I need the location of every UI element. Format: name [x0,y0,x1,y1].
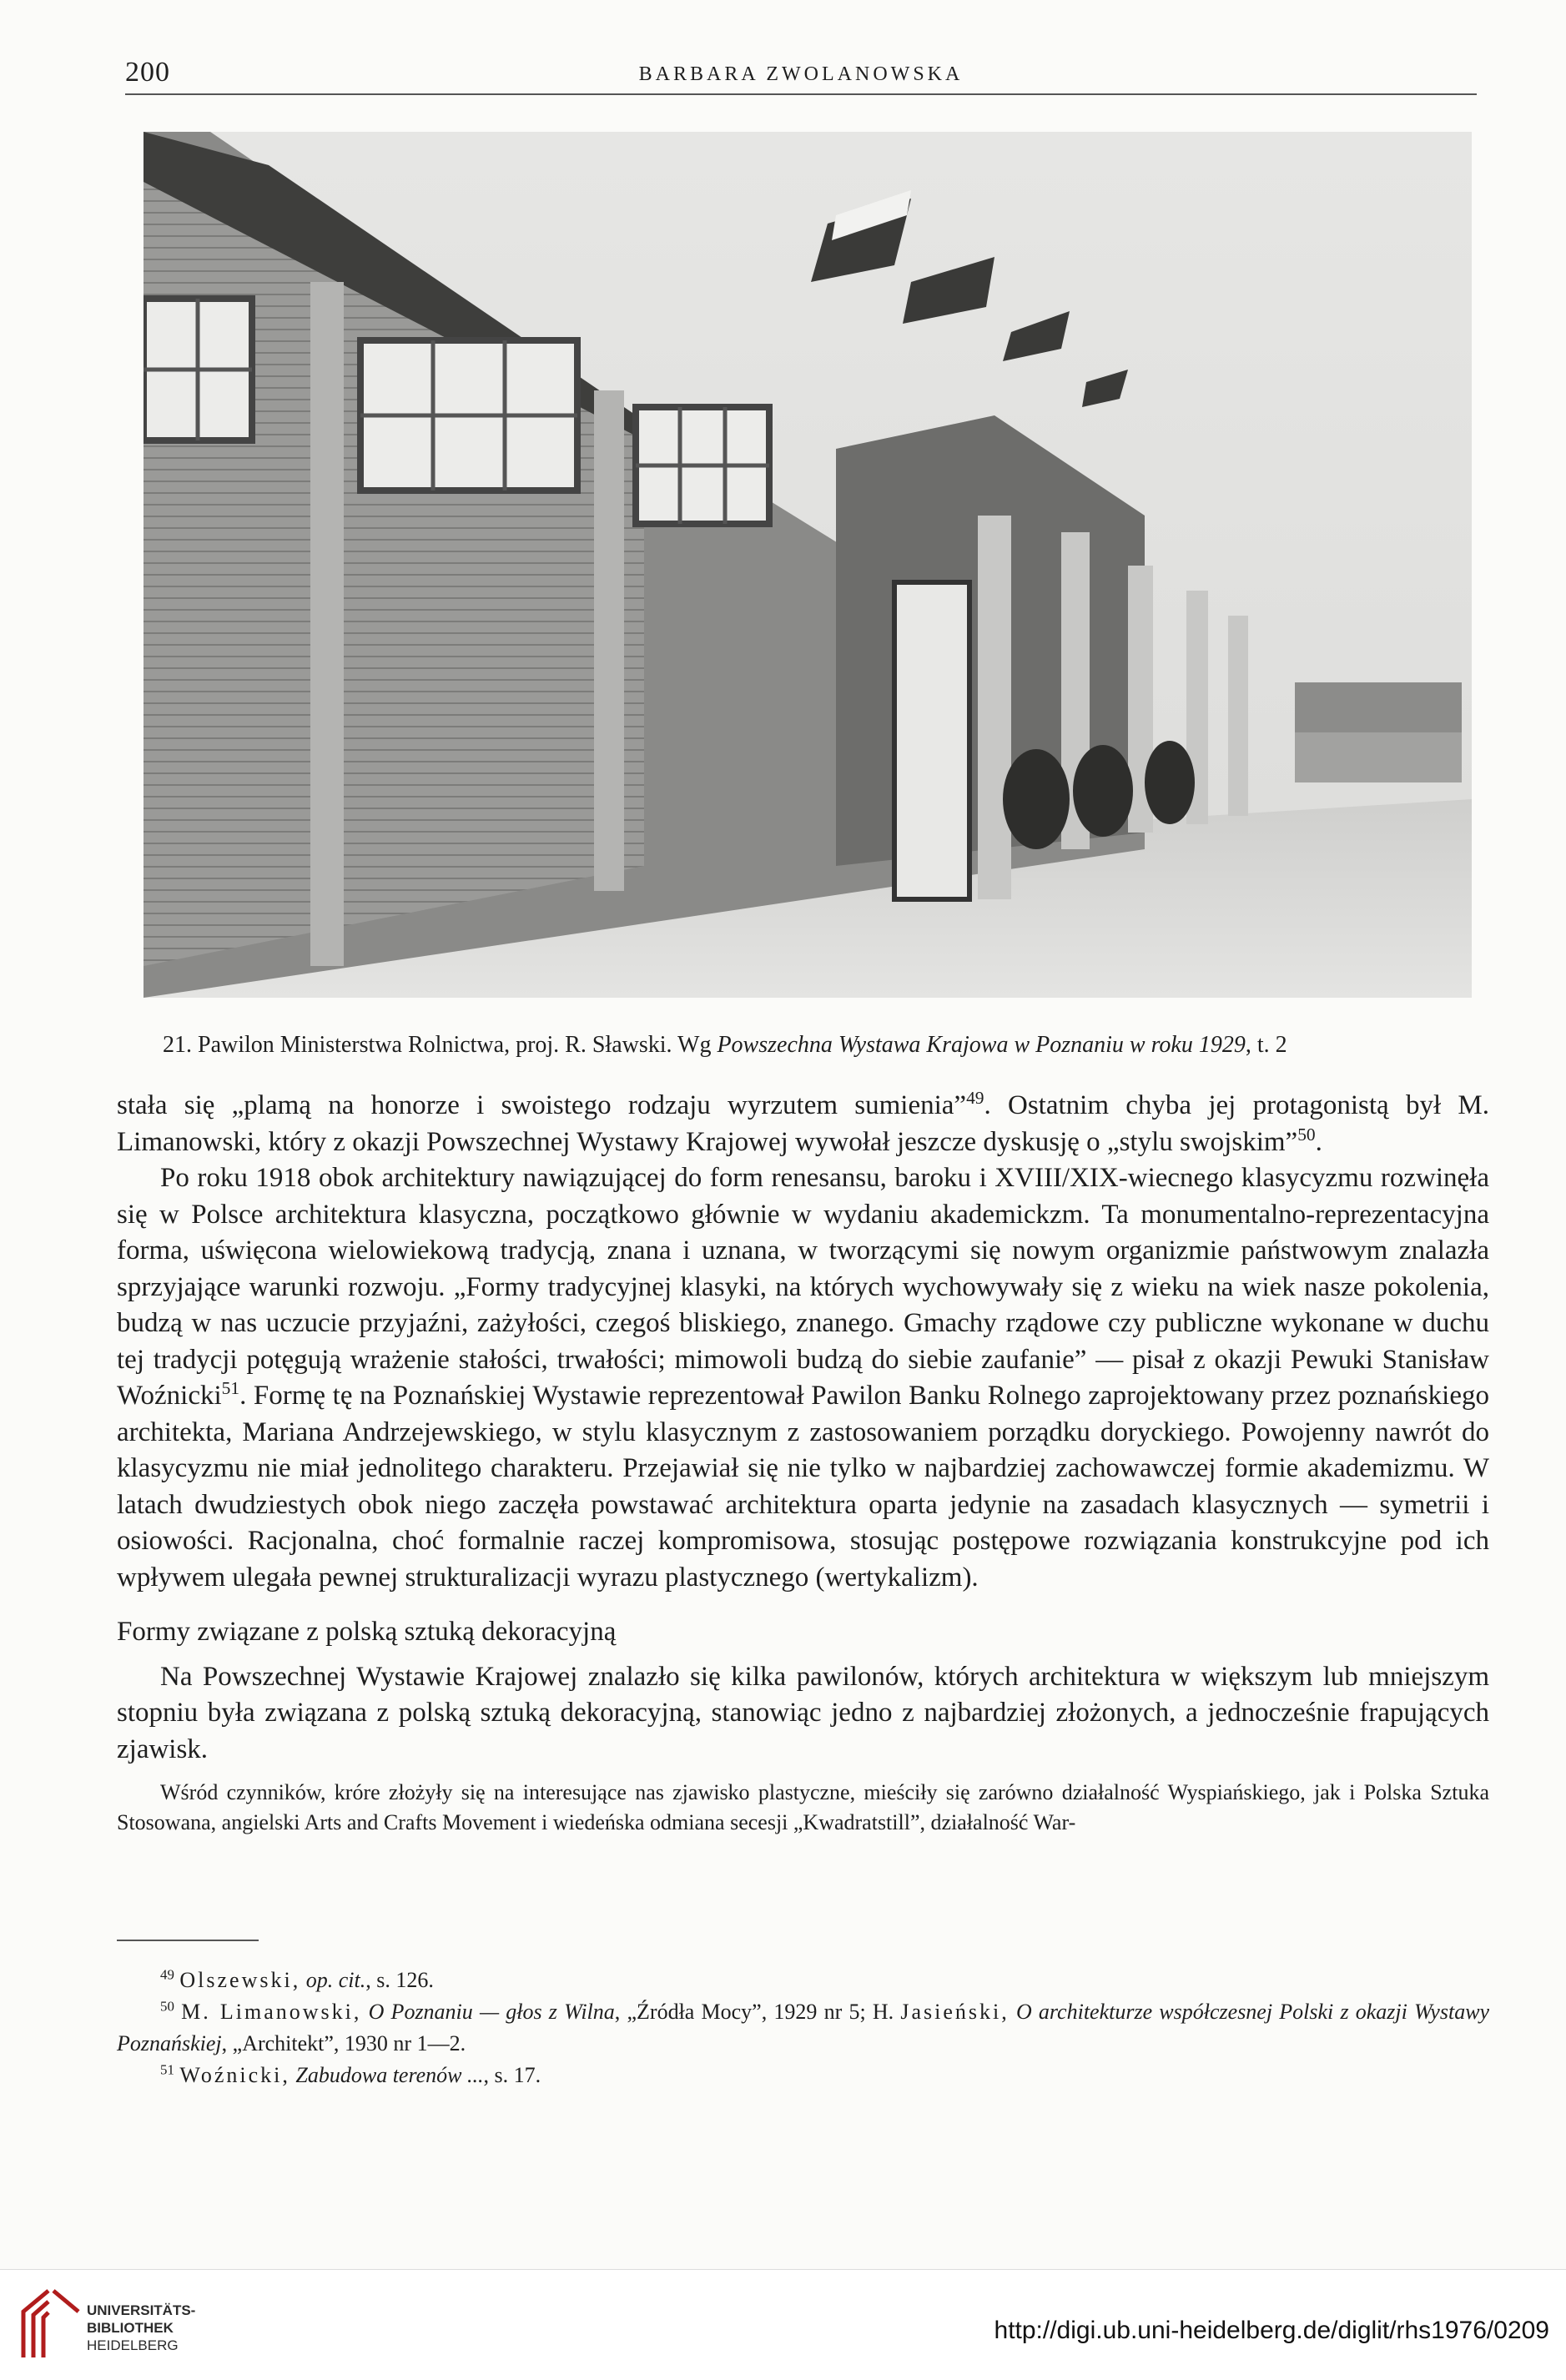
footnote-ref-51: 51 [221,1378,240,1398]
footnote-49-page: , s. 126. [365,1968,434,1992]
paragraph-1-text-b: . Ostatnim chyba jej protagonistą był M. Limanowski, który z okazji Powszechnej Wystawy Krajowej wywołał jeszcze dyskusję o „stylu swojskim” [117,1090,1489,1157]
page-header [125,52,1477,95]
footnote-50-number: 50 [160,1998,174,2015]
library-name [87,2302,195,2354]
footnote-50-source-2: , „Architekt”, 1930 nr 1—2. [221,2031,466,2055]
paragraph-2-text-b: . Formę tę na Poznańskiej Wystawie reprezentował Pawilon Banku Rolnego zaprojektowany przez poznańskiego architekta, Mariana Andrzejewskiego, w stylu klasycznym z zastosowaniem porządku doryckiego. Powojenny nawrót do klasycyzmu nie miał jednolitego charakteru. Przejawiał się nie tylko w najbardziej zachowawczej formie akademizmu. W latach dwudziestych obok niego zaczęła powstawać architektura oparta jedynie na zasadach klasycznych — symetrii i osiowości. Racjonalna, choć formalnie raczej kompromisowa, stosując postępowe rozwiązania konstrukcyjne pod ich wpływem ulegała pewnej strukturalizacji wyrazu plastycznego (wertykalizm). [117,1381,1489,1593]
footnote-50-title-2: O architekturze współczesnej Polski z okazji Wystawy Poznańskiej [117,2000,1490,2055]
permalink-url[interactable]: http://digi.ub.uni-heidelberg.de/diglit/rhs1976/0209 [994,2317,1549,2344]
paragraph-1-text-a: stała się „plamą na honorze i swoistego rodzaju wyrzutem sumienia” [117,1090,967,1120]
footnote-49-number: 49 [160,1966,174,1983]
footnote-49-author: Olszewski, [179,1968,301,1992]
paragraph-3: Na Powszechnej Wystawie Krajowej znalazło się kilka pawilonów, których architektura w większym lub mniejszym stopniu była związana z polską sztuką dekoracyjną, stanowiąc jedno z najbardziej złożonych, a jednocześnie frapujących zjawisk. [117,1661,1489,1764]
paragraph-1-text-c: . [1315,1126,1322,1157]
library-name-line-1: UNIVERSITÄTS- [87,2302,196,2318]
footnote-49-title: op. cit. [305,1968,366,1992]
caption-volume: , t. 2 [1245,1032,1287,1058]
footnote-51-title: Zabudowa terenów ... [295,2063,484,2087]
caption-text: 21. Pawilon Ministerstwa Rolnictwa, proj. R. Sławski. Wg [163,1032,718,1058]
library-name-line-2: BIBLIOTHEK [87,2320,174,2336]
footnote-50-author-2: Jasieński, [900,2000,1010,2024]
footnote-49 [117,1965,1489,1996]
section-heading: Formy związane z polską sztuką dekoracyjną [117,1617,617,1647]
footnotes [117,1965,1489,2091]
footnote-51-page: , s. 17. [483,2063,541,2087]
page-number: 200 [125,57,170,88]
footnote-50-source: , „Źródła Mocy”, 1929 nr 5; H. [614,2000,894,2024]
pavilion-photograph [144,132,1472,998]
footnote-51-author: Woźnicki, [179,2063,290,2087]
figure-caption [163,1029,1464,1062]
library-name-line-3: HEIDELBERG [87,2337,179,2353]
footnote-50-title: O Poznaniu — głos z Wilna [368,2000,615,2024]
library-footer [0,2269,1566,2380]
running-head: BARBARA ZWOLANOWSKA [638,63,964,85]
paragraph-1 [117,1088,1489,1160]
pavilion-photo-drawing [144,132,1472,998]
footnote-ref-49: 49 [966,1088,984,1108]
footnote-divider [117,1940,259,1941]
paragraph-2 [117,1160,1489,1596]
footnote-51-number: 51 [160,2061,174,2078]
paragraph-4: Wśród czynników, króre złożyły się na interesujące nas zjawisko plastyczne, mieściły się zarówno działalność Wyspiańskiego, jak i Polska Sztuka Stosowana, angielski Arts and Crafts Movement i wiedeńska odmiana secesji „Kwadratstill”, działalność War- [117,1780,1489,1834]
footnote-51 [117,2060,1489,2091]
footnote-50 [117,1996,1489,2060]
footnote-ref-50: 50 [1297,1124,1316,1145]
university-library-logo-icon [15,2287,82,2362]
caption-source-title: Powszechna Wystawa Krajowa w Poznaniu w roku 1929 [717,1032,1246,1058]
body-text [117,1088,1489,1838]
paragraph-2-text-a: Po roku 1918 obok architektury nawiązującej do form renesansu, baroku i XVIII/XIX-wiecnego klasycyzmu rozwinęła się w Polsce architektura klasyczna, początkowo głównie w wydaniu akademickzm. Ta monumentalno-reprezentacyjna forma, uświęcona wielowiekową tradycją, znana i uznana, w tworzącymi się nowym organizmie państwowym znalazła sprzyjające warunki rozwoju. „Formy tradycyjnej klasyki, na których wychowywały się z wieku na wiek nasze pokolenia, budzą w nas uczucie przyjaźni, zażyłości, czegoś bliskiego, znanego. Gmachy rządowe czy publiczne wykonane w duchu tej tradycji potęgują wrażenie stałości, trwałości; mimowoli budzą do siebie zaufanie” — pisał z okazji Pewuki Stanisław Woźnicki [117,1163,1489,1411]
footnote-50-author: M. Limanowski, [181,2000,362,2024]
